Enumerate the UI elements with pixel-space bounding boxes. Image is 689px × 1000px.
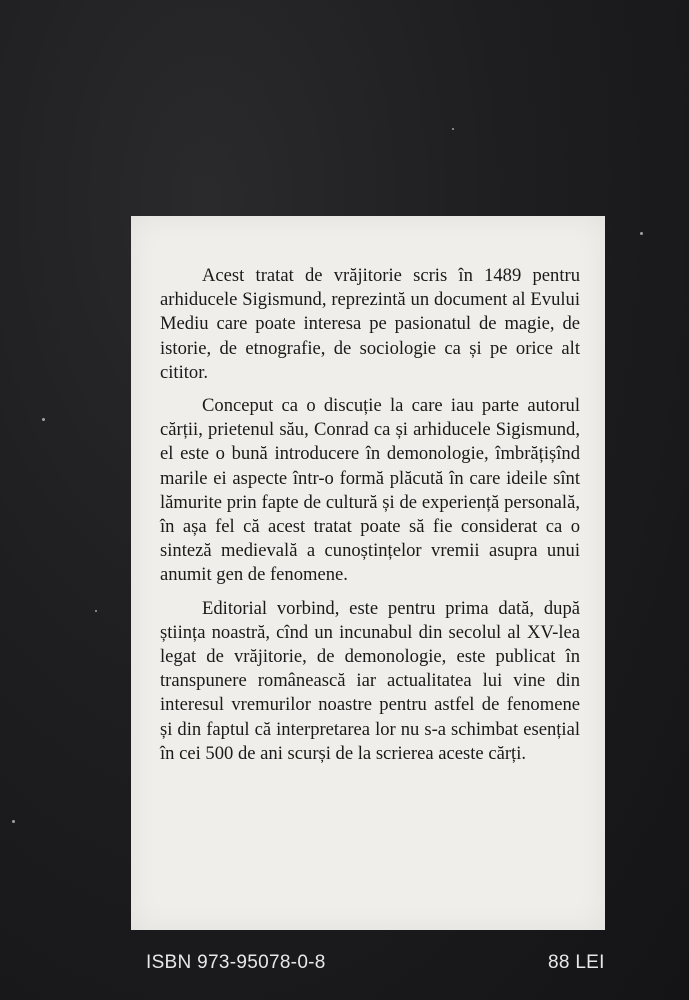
dust-speck [640, 232, 643, 235]
price-label: 88 LEI [548, 952, 605, 973]
description-paragraph: Conceput ca o discuție la care iau parte autorul cărții, prietenul său, Conrad ca și arhiducele Sigismund, el este o bună introducere în demonologie, îmbrățișînd marile ei aspecte într-o formă plăcută în care ideile sînt lămurite prin fapte de cultură și de experiență personală, în așa fel că acest tratat poate să fie considerat ca o sinteză medievală a cunoștințelor vremii asupra unui anumit gen de fenomene. [160, 395, 580, 586]
dust-speck [12, 820, 15, 823]
dust-speck [95, 610, 97, 612]
dust-speck [452, 128, 454, 130]
dust-speck [42, 418, 45, 421]
book-description [160, 264, 580, 775]
description-paragraph: Editorial vorbind, este pentru prima dată, după știința noastră, cînd un incunabul din secolul al XV-lea legat de vrăjitorie, de demonologie, este publicat în transpunere românească iar actualitatea lui vine din interesul vremurilor noastre pentru astfel de fenomene și din faptul că interpretarea lor nu s-a schimbat esențial în cei 500 de ani scurși de la scrierea aceste cărți. [160, 597, 580, 764]
description-paragraph: Acest tratat de vrăjitorie scris în 1489 pentru arhiducele Sigismund, reprezintă un document al Evului Mediu care poate interesa pe pasionatul de magie, de istorie, de etnografie, de sociologie ca și pe orice alt cititor. [160, 265, 580, 383]
isbn-label: ISBN 973-95078-0-8 [146, 952, 326, 973]
